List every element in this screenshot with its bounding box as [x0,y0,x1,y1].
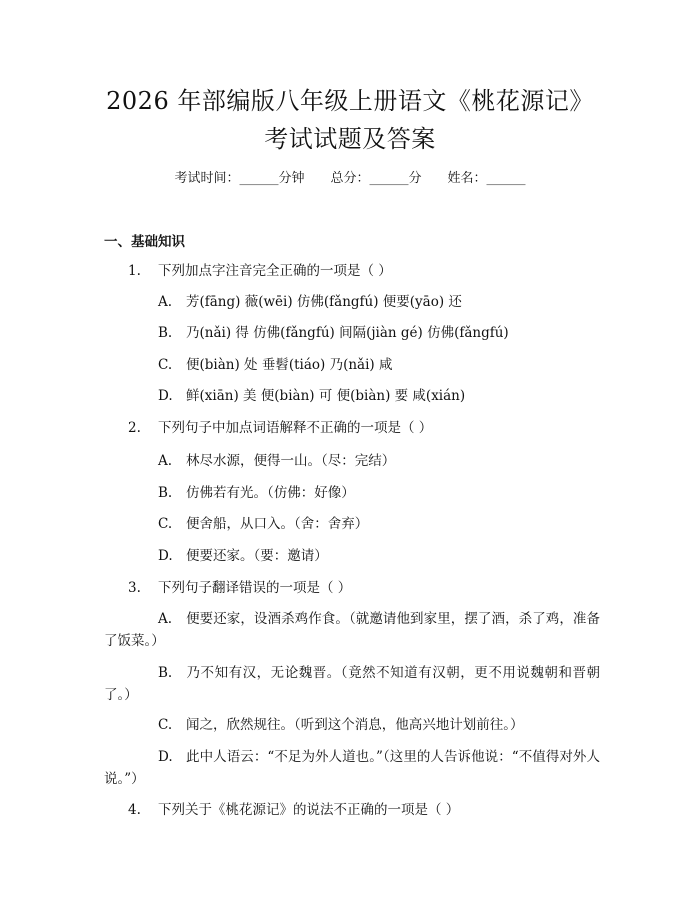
option-text: 便要还家。（要：邀请） [186,548,328,564]
question-number: 3. [128,580,141,596]
option-key: D. [158,749,173,765]
option-text: 便舍船，从口入。（舍：舍弃） [186,516,369,532]
question-3 [128,579,351,597]
option-3b [104,662,600,706]
option-key: A. [158,453,173,469]
page-title: 2026 年部编版八年级上册语文《桃花源记》 [106,87,594,115]
option-key: B. [158,325,173,341]
page-subtitle: 考试试题及答案 [264,125,436,153]
option-2c [158,515,368,533]
option-key: D. [158,388,173,404]
option-text: 乃不知有汉，无论魏晋。（竟然不知道有汉朝，更不用说魏朝和晋朝了。） [104,665,600,703]
option-text: 便(biàn) 处 垂髫(tiáo) 乃(nǎi) 咸 [186,357,393,373]
question-2 [128,419,432,437]
option-2b [158,484,355,502]
option-3c [104,714,600,736]
section-heading: 一、基础知识 [104,234,185,250]
option-2d [158,547,328,565]
option-1b [158,324,509,342]
exam-info-line [0,170,700,188]
score-unit: 分 [408,171,422,186]
option-text: 仿佛若有光。（仿佛：好像） [186,485,355,501]
option-text: 芳(fāng) 薇(wēi) 仿佛(fǎngfú) 便要(yāo) 还 [186,294,462,310]
question-number: 4. [128,802,141,818]
option-1a [158,293,462,311]
option-key: C. [158,357,173,373]
option-key: A. [158,611,173,627]
question-1 [128,262,392,280]
question-text: 下列关于《桃花源记》的说法不正确的一项是（ ） [158,802,460,818]
question-number: 1. [128,263,141,279]
option-text: 便要还家，设酒杀鸡作食。（就邀请他到家里，摆了酒，杀了鸡，准备了饭菜。） [104,611,600,649]
option-key: B. [158,485,173,501]
option-3d [104,746,600,790]
time-blank: ______ [239,171,279,186]
option-text: 乃(nǎi) 得 仿佛(fǎngfú) 间隔(jiàn gé) 仿佛(fǎngfú) [186,325,509,341]
option-key: C. [158,516,173,532]
option-text: 鲜(xiān) 美 便(biàn) 可 便(biàn) 要 咸(xián) [186,388,466,404]
question-4 [128,801,459,819]
question-text: 下列句子翻译错误的一项是（ ） [158,580,352,596]
score-label: 总分： [330,171,370,186]
option-text: 此中人语云：“不足为外人道也。”（这里的人告诉他说：“不值得对外人说。”） [104,749,600,787]
time-unit: 分钟 [278,171,305,186]
option-3a [104,608,600,652]
name-label: 姓名： [447,171,487,186]
option-text: 闻之，欣然规往。（听到这个消息，他高兴地计划前往。） [186,717,524,733]
option-1c [158,356,392,374]
question-text: 下列加点字注音完全正确的一项是（ ） [158,263,392,279]
option-1d [158,387,465,405]
name-blank: ______ [486,171,526,186]
option-key: C. [158,717,173,733]
time-label: 考试时间： [174,171,240,186]
option-key: D. [158,548,173,564]
option-key: B. [158,665,173,681]
option-2a [158,452,395,470]
score-blank: ______ [369,171,409,186]
question-number: 2. [128,420,141,436]
option-text: 林尽水源，便得一山。（尽：完结） [186,453,396,469]
question-text: 下列句子中加点词语解释不正确的一项是（ ） [158,420,433,436]
option-key: A. [158,294,173,310]
